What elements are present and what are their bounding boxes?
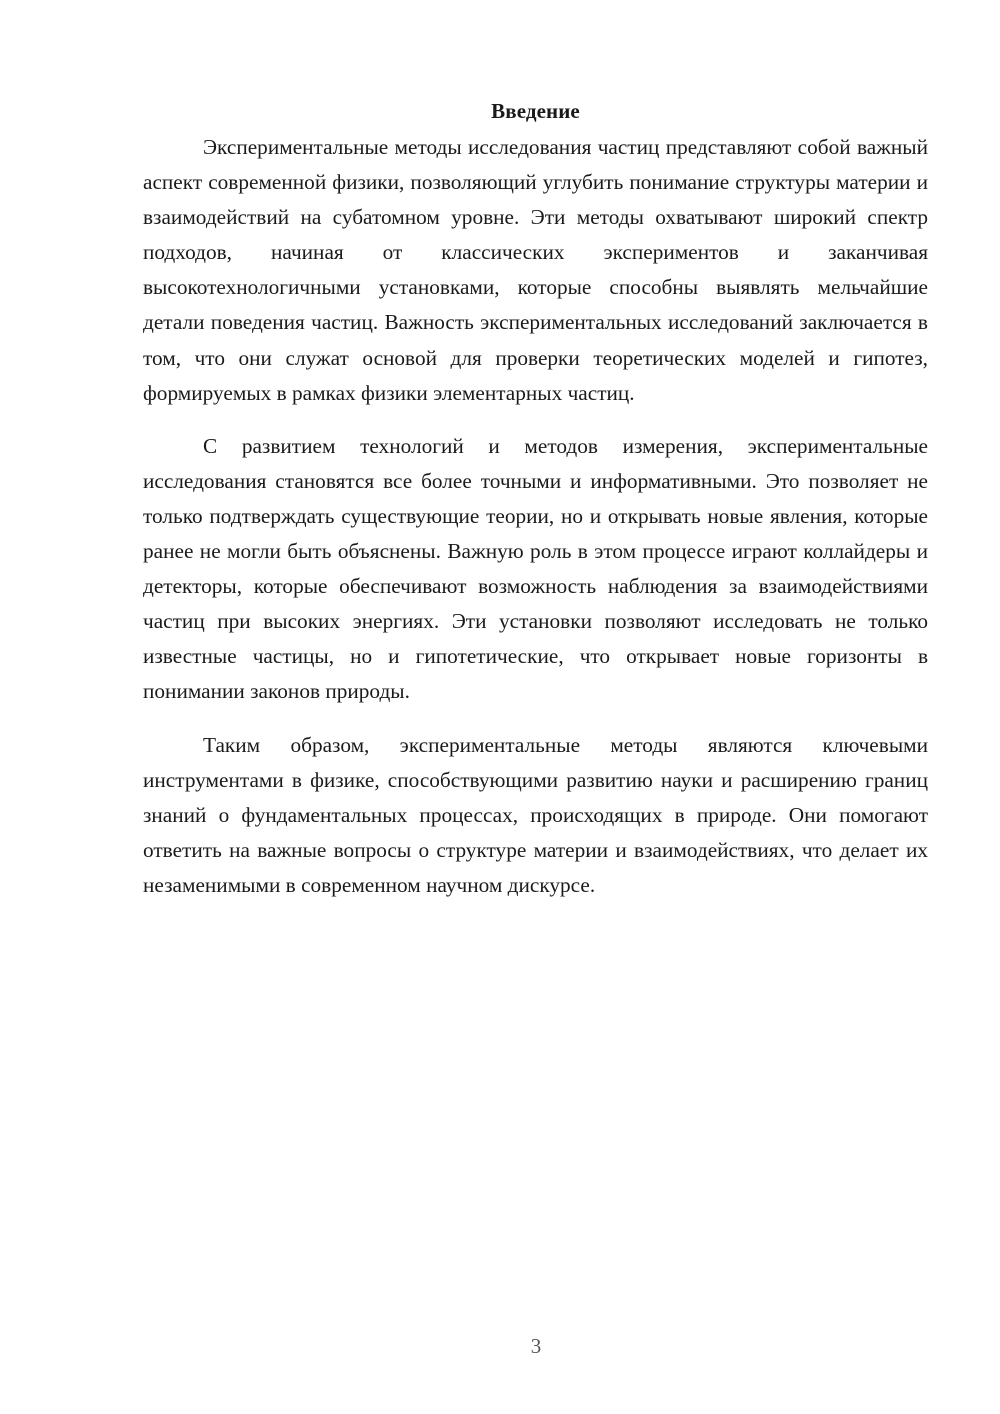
- section-title: Введение: [491, 99, 580, 123]
- page-content: [143, 96, 928, 903]
- paragraph-2: С развитием технологий и методов измерения, экспериментальные исследования становятся все более точными и информативными. Это позволяет не только подтверждать существующие теории, но и открывать новые явления, которые ранее не могли быть объяснены. Важную роль в этом процессе играют коллайдеры и детекторы, которые обеспечивают возможность наблюдения за взаимодействиями частиц при высоких энергиях. Эти установки позволяют исследовать не только известные частицы, но и гипотетические, что открывает новые горизонты в понимании законов природы.: [143, 433, 928, 704]
- paragraph-3: Таким образом, экспериментальные методы являются ключевыми инструментами в физике, способствующими развитию науки и расширению границ знаний о фундаментальных процессах, происходящих в природе. Они помогают ответить на важные вопросы о структуре материи и взаимодействиях, что делает их незаменимыми в современном научном дискурсе.: [143, 732, 928, 897]
- page-number: 3: [530, 1334, 542, 1358]
- paragraph-1: Экспериментальные методы исследования частиц представляют собой важный аспект современной физики, позволяющий углубить понимание структуры материи и взаимодействий на субатомном уровне. Эти методы охватывают широкий спектр подходов, начиная от классических экспериментов и заканчивая высокотехнологичными установками, которые способны выявлять мельчайшие детали поведения частиц. Важность экспериментальных исследований заключается в том, что они служат основой для проверки теоретических моделей и гипотез, формируемых в рамках физики элементарных частиц.: [143, 135, 928, 405]
